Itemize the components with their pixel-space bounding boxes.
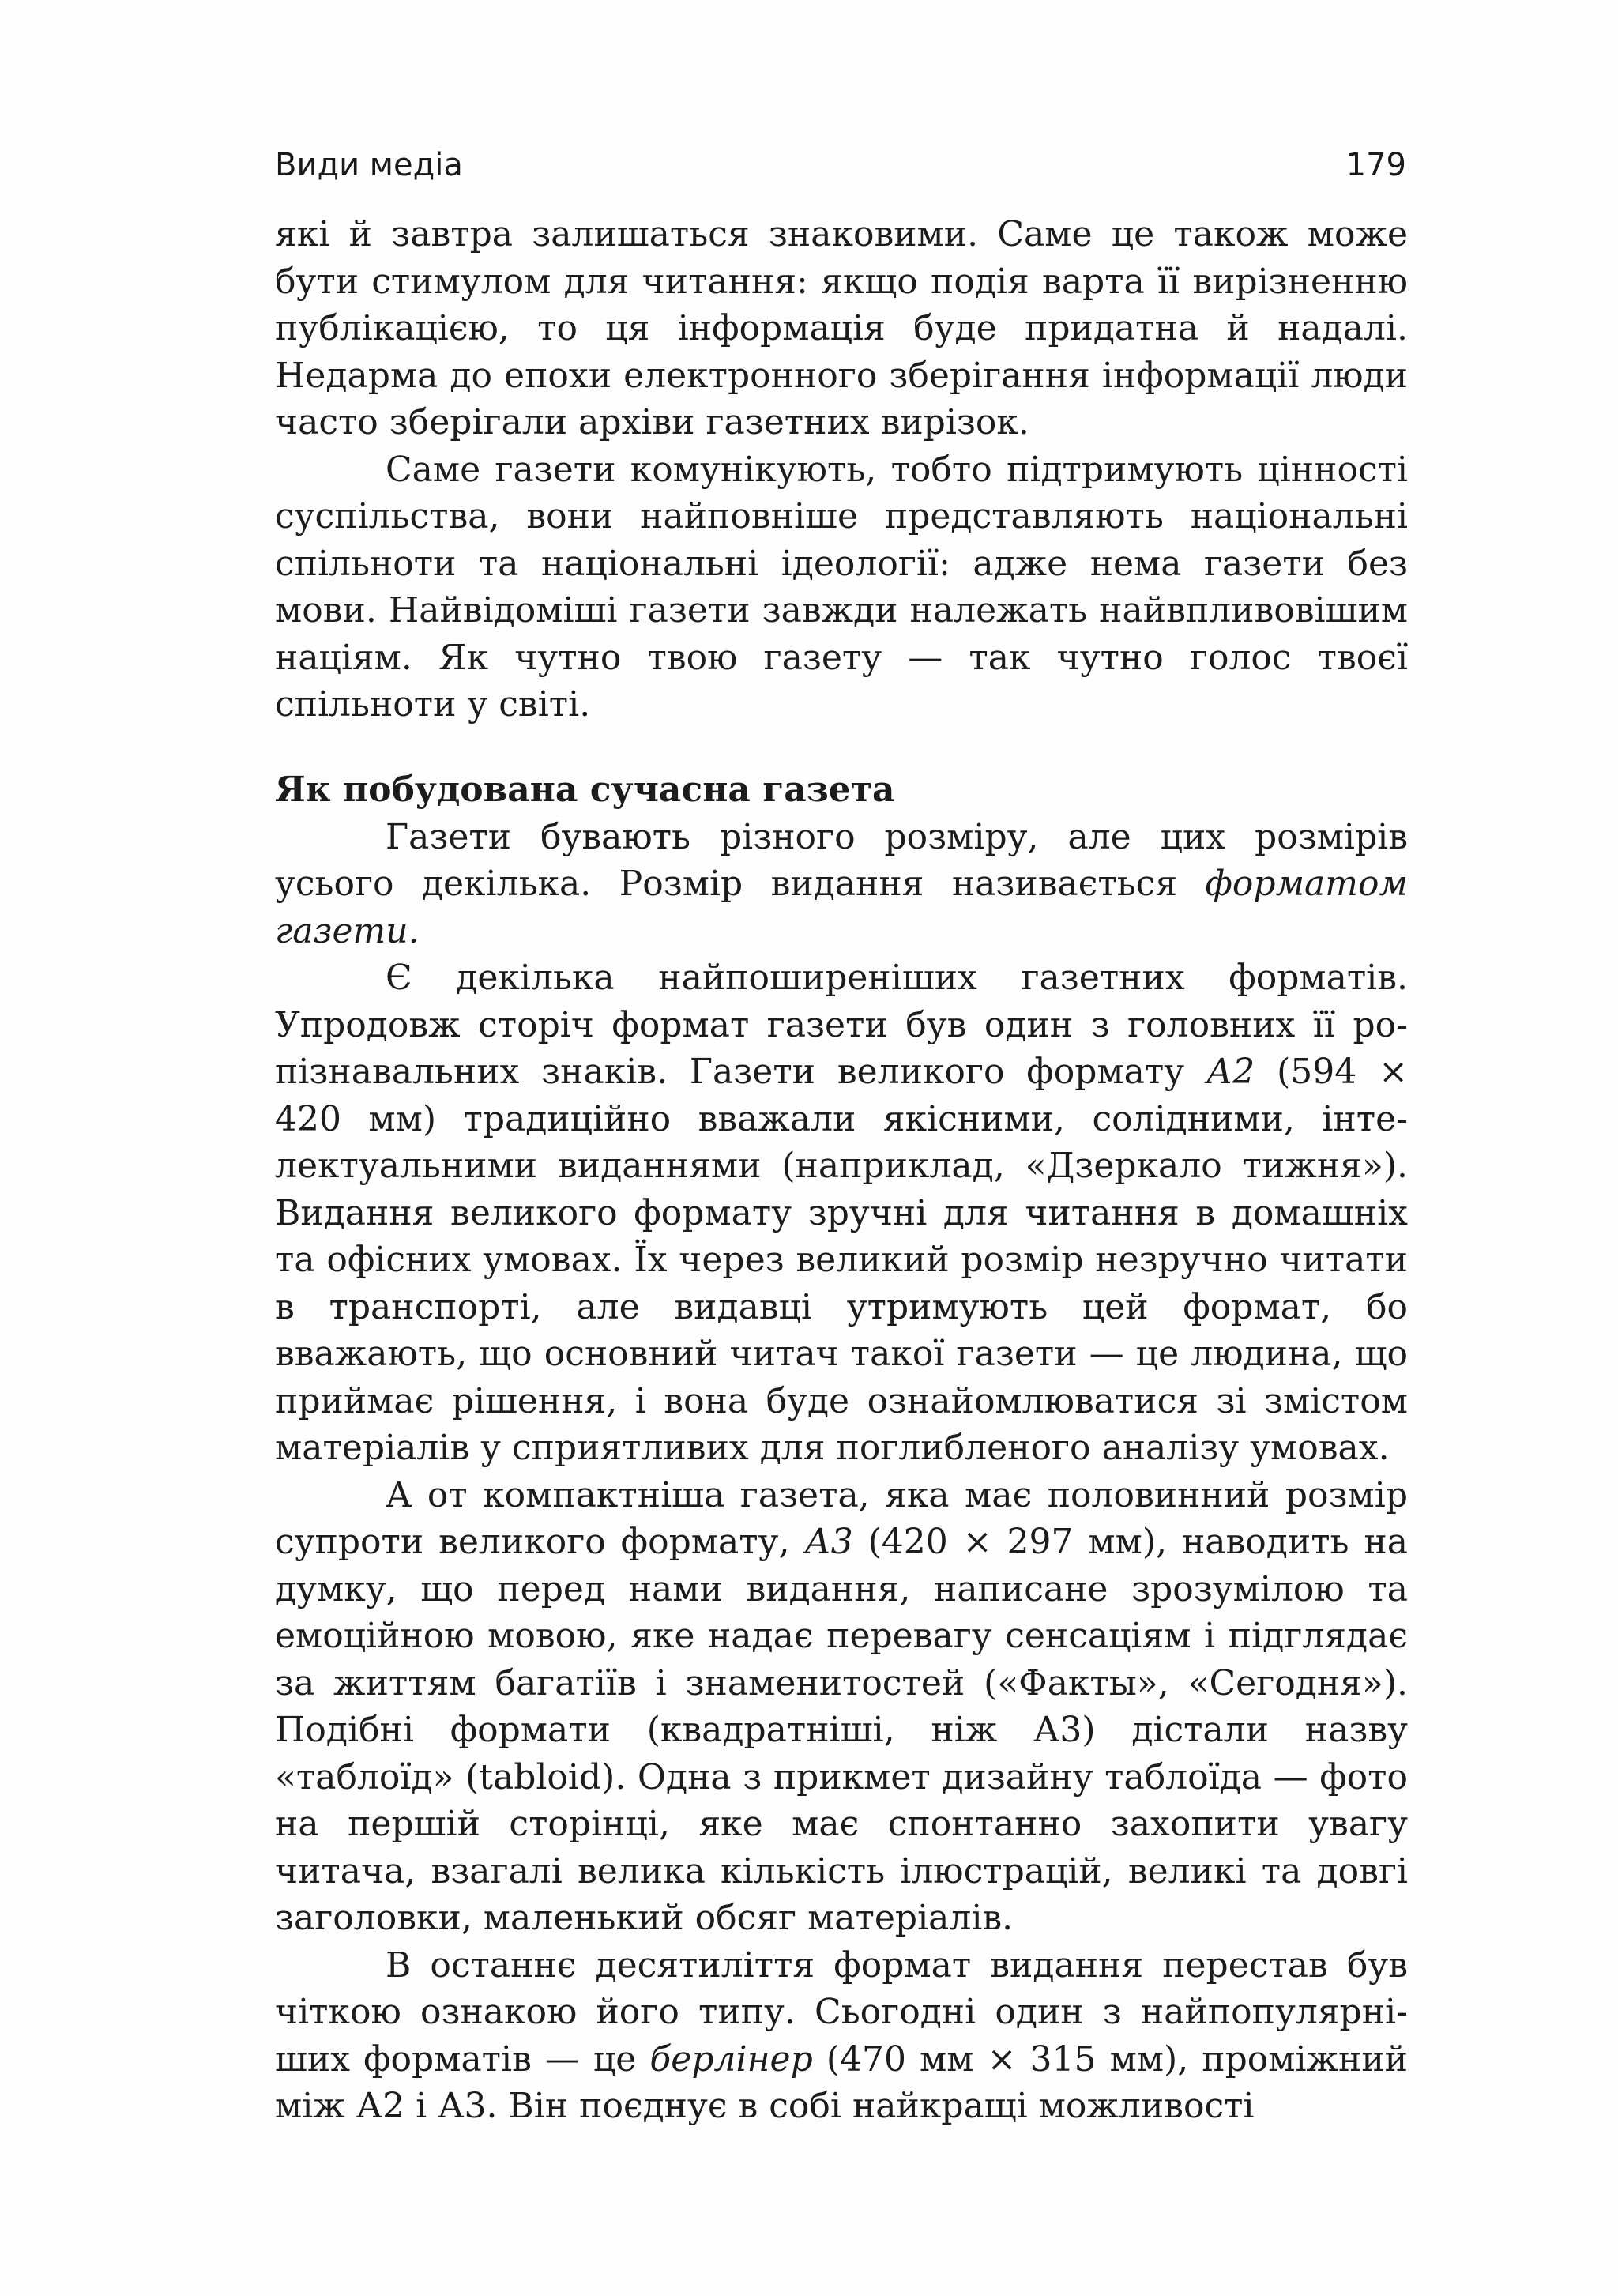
text-run: А от компактніша газета, яка має половинний розмір супроти великого формату, [275,1474,1408,1562]
text-run: Є декілька найпоширеніших газетних форматів. Упродовж сторіч формат газети був один з головних її ропізнавальних знаків. Газети великого формату [275,958,1408,1092]
italic-term: берлінер [649,2038,813,2080]
text-run: (470 мм × 315 мм), проміжний між А2 і А3. Він поєднує в собі найкращі можливості [275,2038,1408,2126]
text-block-section [275,766,1408,2130]
text-run: (420 × 297 мм), наводить на думку, що перед нами видання, написане зрозумілою та емоційною мовою, яке надає перевагу сенсаціям і підглядає за життям багатіїв і знаменитостей («Факты», «Сегодня»). Подібні формати (квадратніші, ніж А3) дістали назву «таблоїд» (tabloid). Одна з прикмет дизайну таблоїда — фото на першій сторінці, яке має спонтанно захопити увагу читача, взагалі велика кількість ілюстрацій, великі та довгі заголовки, маленький обсяг матеріалів. [275,1522,1408,1938]
page-number: 179 [1345,147,1406,183]
italic-term: А2 [1206,1052,1255,1092]
section-heading: Як побудована сучасна газета [275,770,895,810]
paragraph [275,814,1408,955]
paragraph: які й завтра залишаться знаковими. Саме це також може бути стимулом для читання: якщо подія варта її вирізненню публікацією, то ця інформація буде придатна й надалі. Недарма до епохи електронного зберігання інформації люди часто зберігали архіви газетних вирізок. [275,214,1408,442]
text-run: В останнє десятиліття формат видання перестав був чіткою ознакою його типу. Сьогодні один з найпопулярніших форматів — це [275,1944,1408,2080]
running-head [275,147,1406,194]
section-title: Види медіа [275,147,463,183]
text-run: (594 × 420 мм) традиційно вважали якісними, солідними, інтелектуальними виданнями (наприклад, «Дзеркало тижня»). Видання великого формату зручні для читання в домашніх та офісних умовах. Їх через великий розмір незручно читати в транспорті, але видавці утримують цей формат, бо вважають, що основний читач такої газети — це людина, що приймає рішення, і вона буде ознайомлюватися зі змістом матеріалів у сприятливих для поглибленого аналізу умовах. [275,1052,1408,1468]
italic-term: А3 [804,1522,853,1562]
paragraph [275,954,1408,1472]
text-block-continuation [275,211,1408,728]
text-run: Газети бувають різного розміру, але цих розмірів усього декілька. Розмір видання називається [275,816,1408,904]
paragraph [275,1942,1408,2130]
paragraph: Саме газети комунікують, тобто підтримують цінності суспільства, вони найповніше представляють національні спільноти та національні ідеології: адже нема газети без мови. Найвідоміші газети завжди належать найвпливовішим націям. Як чутно твою газету — так чутно голос твоєї спільноти у світі. [275,449,1408,725]
italic-term: форматом газети. [275,864,1408,951]
paragraph [275,1472,1408,1942]
